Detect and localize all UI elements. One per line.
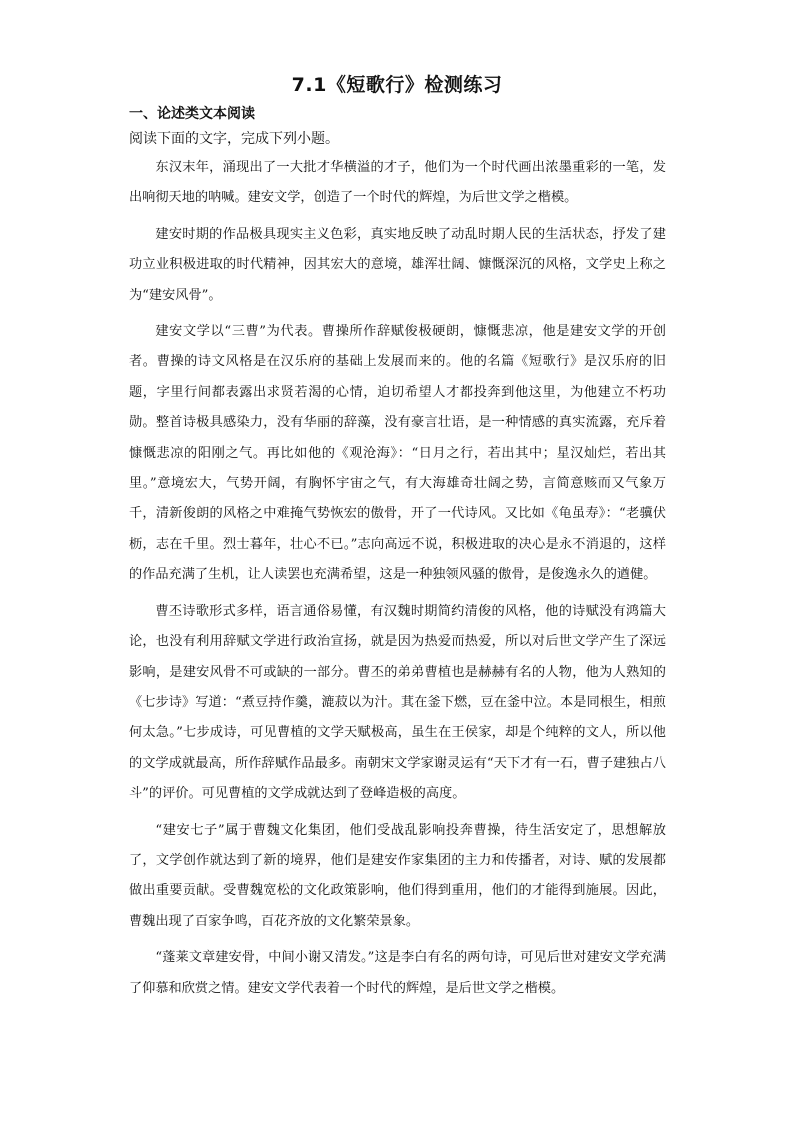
reading-instruction: 阅读下面的文字，完成下列小题。 xyxy=(129,131,339,147)
paragraph-3: 建安文学以“三曹”为代表。曹操所作辞赋俊极硬朗，慷慨悲凉，他是建安文学的开创者。曹操的诗文风格是在汉乐府的基础上发展而来的。他的名篇《短歌行》是汉乐府的旧题，字里行间都表露出求贤若渴的心情，迫切希望人才都投奔到他这里，为他建立不朽功勋。整首诗极具感染力，没有华丽的辞藻，没有豪言壮语，是一种情感的真实流露，充斥着慷慨悲凉的阳刚之气。再比如他的《观沧海》：“日月之行，若出其中；星汉灿烂，若出其里。”意境宏大，气势开阔，有胸怀宇宙之气，有大海雄奇壮阔之势，言简意赅而又气象万千，清新俊朗的风格之中难掩气势恢宏的傲骨，开了一代诗风。又比如《龟虽寿》：“老骥伏枥，志在千里。烈士暮年，壮心不已。”志向高远不说，积极进取的决心是永不消退的，这样的作品充满了生机，让人读罢也充满希望，这是一种独领风骚的傲骨，是俊逸永久的遒健。 xyxy=(129,324,666,583)
section-heading: 一、论述类文本阅读 xyxy=(129,106,255,122)
paragraph-2: 建安时期的作品极具现实主义色彩，真实地反映了动乱时期人民的生活状态，抒发了建功立业积极进取的时代精神，因其宏大的意境，雄浑壮阔、慷慨深沉的风格，文学史上称之为“建安风骨”。 xyxy=(129,226,666,303)
paragraph-6: “蓬莱文章建安骨，中间小谢又清发。”这是李白有名的两句诗，可见后世对建安文学充满了仰慕和欣赏之情。建安文学代表着一个时代的辉煌，是后世文学之楷模。 xyxy=(129,950,666,996)
article-body xyxy=(129,153,666,1010)
paragraph-1: 东汉末年，涌现出了一大批才华横溢的才子，他们为一个时代画出浓墨重彩的一笔，发出响彻天地的呐喊。建安文学，创造了一个时代的辉煌，为后世文学之楷模。 xyxy=(129,160,666,206)
paragraph-5: “建安七子”属于曹魏文化集团，他们受战乱影响投奔曹操，待生活安定了，思想解放了，文学创作就达到了新的境界，他们是建安作家集团的主力和传播者，对诗、赋的发展都做出重要贡献。受曹魏宽松的文化政策影响，他们得到重用，他们的才能得到施展。因此，曹魏出现了百家争鸣，百花齐放的文化繁荣景象。 xyxy=(129,822,666,929)
paragraph-4: 曹丕诗歌形式多样，语言通俗易懂，有汉魏时期简约清俊的风格，他的诗赋没有鸿篇大论，也没有利用辞赋文学进行政治宣扬，就是因为热爱而热爱，所以对后世文学产生了深远影响，是建安风骨不可或缺的一部分。曹丕的弟弟曹植也是赫赫有名的人物，他为人熟知的《七步诗》写道：“煮豆持作羹，漉菽以为汁。萁在釜下燃，豆在釜中泣。本是同根生，相煎何太急。”七步成诗，可见曹植的文学天赋极高，虽生在王侯家，却是个纯粹的文人，所以他的文学成就最高，所作辞赋作品最多。南朝宋文学家谢灵运有“天下才有一石，曹子建独占八斗”的评价。可见曹植的文学成就达到了登峰造极的高度。 xyxy=(129,603,666,802)
document-title: 7.1《短歌行》检测练习 xyxy=(291,74,503,96)
